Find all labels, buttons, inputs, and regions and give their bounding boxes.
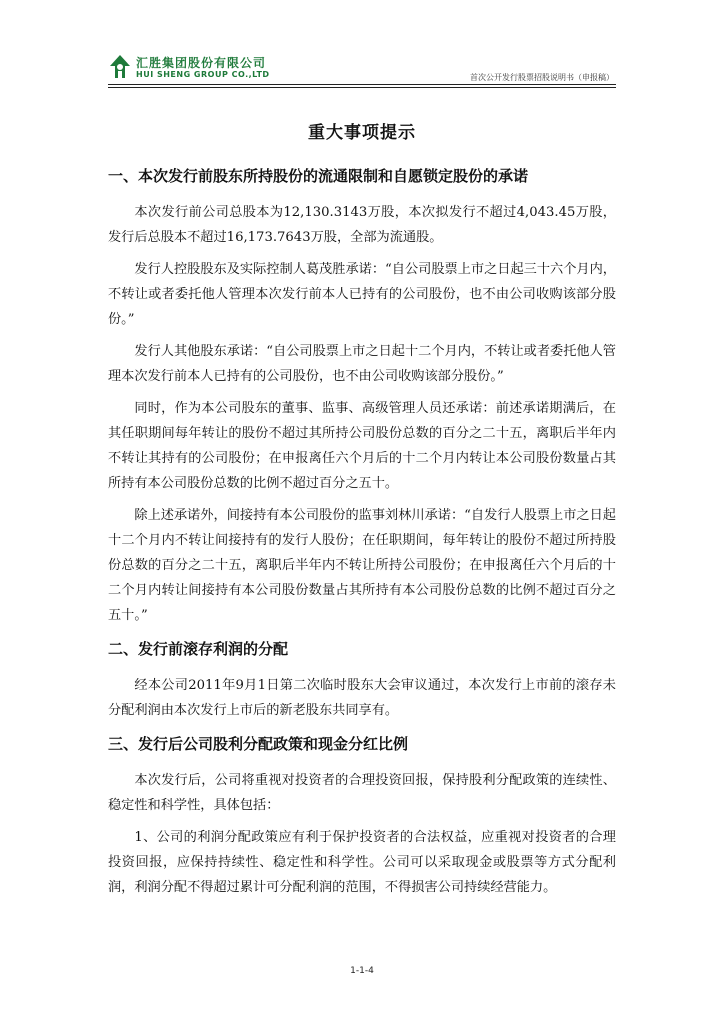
page-header [108,52,616,90]
section-heading: 一、本次发行前股东所持股份的流通限制和自愿锁定股份的承诺 [108,167,529,185]
paragraph: 本次发行前公司总股本为12,130.3143万股，本次拟发行不超过4,043.45万股，发行后总股本不超过16,173.7643万股，全部为流通股。 [108,205,616,245]
paragraph: 除上述承诺外，间接持有本公司股份的监事刘林川承诺：“自发行人股票上市之日起十二个月内不转让间接持有的发行人股份；在任职期间，每年转让的股份不超过所持股份总数的百分之二十五，离职后半年内不转让所持公司股份；在申报离任六个月后的十二个月内转让间接持有本公司股份数量占其所持有本公司股份总数的比例不超过百分之五十。” [108,508,616,623]
section-heading: 三、发行后公司股利分配政策和现金分红比例 [108,735,409,753]
company-name-en: HUI SHENG GROUP CO.,LTD [136,70,270,79]
company-logo-icon [108,54,132,80]
page-title: 重大事项提示 [308,123,416,143]
header-rule [108,84,616,85]
paragraph: 本次发行后，公司将重视对投资者的合理投资回报，保持股利分配政策的连续性、稳定性和科学性，具体包括： [108,773,616,813]
section-heading: 二、发行前滚存利润的分配 [108,640,289,658]
paragraph: 同时，作为本公司股东的董事、监事、高级管理人员还承诺：前述承诺期满后，在其任职期间每年转让的股份不超过其所持公司股份总数的百分之二十五，离职后半年内不转让其持有的公司股份；在申报离任六个月后的十二个月内转让本公司股份数量占其所持有本公司股份总数的比例不超过百分之五十。 [108,401,616,491]
paragraph: 1、公司的利润分配政策应有利于保护投资者的合法权益，应重视对投资者的合理投资回报，应保持持续性、稳定性和科学性。公司可以采取现金或股票等方式分配利润，利润分配不得超过累计可分配利润的范围，不得损害公司持续经营能力。 [108,830,616,895]
paragraph: 经本公司2011年9月1日第二次临时股东大会审议通过，本次发行上市前的滚存未分配利润由本次发行上市后的新老股东共同享有。 [108,678,616,718]
header-rule [108,87,616,88]
paragraph: 发行人控股股东及实际控制人葛茂胜承诺：“自公司股票上市之日起三十六个月内，不转让或者委托他人管理本次发行前本人已持有的公司股份，也不由公司收购该部分股份。” [108,262,616,327]
section-dividend-policy [108,733,616,900]
page-content [108,110,616,910]
company-name-cn: 汇胜集团股份有限公司 [136,56,267,70]
document-name: 首次公开发行股票招股说明书（申报稿） [470,73,614,82]
paragraph: 发行人其他股东承诺：“自公司股票上市之日起十二个月内，不转让或者委托他人管理本次发行前本人已持有的公司股份，也不由公司收购该部分股份。” [108,344,616,384]
section-retained-profits [108,638,616,723]
page-number: 1-1-4 [350,966,374,976]
section-lockup-commitments [108,165,616,628]
